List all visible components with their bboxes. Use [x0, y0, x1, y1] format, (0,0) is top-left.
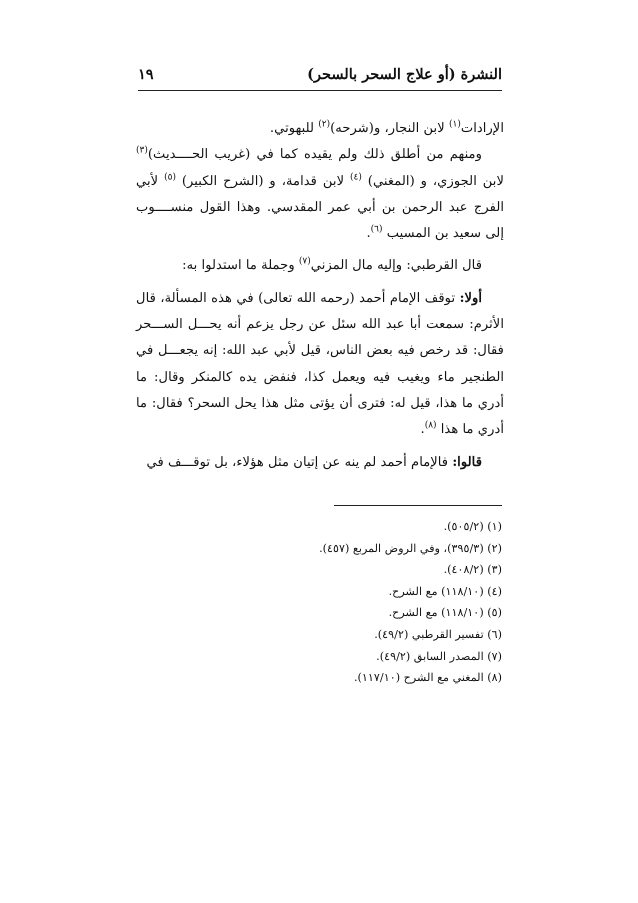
text-run: قال القرطبي: وإليه مال المزني — [310, 258, 482, 274]
page-number: ١٩ — [138, 66, 154, 83]
text-run: توقف الإمام أحمد (رحمه الله تعالى) في هذه المسألة، قال الأثرم: سمعت أبا عبد الله سئل عن رجل يزعم أنه يحـــل الســـحر فقال: قد رخص فيه بعض الناس، قيل لأبي عبد الله: إنه يجعـــل في الطنجير ماء ويغيب فيه ويعمل كذا، فنفض يده كالمنكر وقال: ما أدري ما هذا، قيل له: فترى أن يؤتى مثل هذا يحل السحر؟ فقال: ما أدري ما هذا — [136, 290, 504, 438]
text-run: . — [366, 226, 371, 242]
footnote-ref-5: (٥) — [164, 172, 176, 183]
footnote-ref-1: (١) — [448, 119, 461, 130]
footnote-2: (٢) (٣٩٥/٣)، وفي الروض المربع (٤٥٧). — [319, 541, 502, 555]
section-lead: أولا: — [459, 290, 482, 306]
footnote-5: (٥) (١١٨/١٠) مع الشرح. — [388, 606, 502, 620]
text-run: لابن قدامة، و (الشرح الكبير) — [175, 173, 351, 189]
paragraph-1 — [136, 116, 504, 142]
footnote-ref-8: (٨) — [424, 420, 437, 431]
text-run: لأبي الفرج عبد الرحمن بن أبي عمر المقدسي. وهذا القول منســــوب إلى سعيد بن المسيب — [136, 173, 504, 242]
footnote-1: (١) (٥٠٥/٢). — [443, 520, 502, 533]
footnote-ref-6: (٦) — [370, 224, 383, 235]
text-run: الإرادات — [460, 121, 504, 136]
footnote-ref-4: (٤) — [350, 172, 362, 183]
paragraph-2 — [136, 142, 504, 247]
footnote-6: (٦) تفسير القرطبي (٤٩/٢). — [374, 627, 502, 641]
text-run: ومنهم من أطلق ذلك ولم يقيده كما في (غريب الحــــديث) — [147, 147, 482, 163]
paragraph-5 — [136, 450, 504, 476]
section-lead: قالوا: — [452, 454, 482, 470]
footnote-ref-3: (٣) — [136, 145, 148, 156]
text-run: وجملة ما استدلوا به: — [182, 258, 299, 274]
footnotes — [200, 516, 502, 689]
main-text — [136, 116, 504, 476]
footnote-8: (٨) المغني مع الشرح (١١٧/١٠). — [353, 671, 502, 685]
text-run: فالإمام أحمد لم ينه عن إتيان مثل هؤلاء، بل توقـــف في — [146, 454, 453, 470]
footnote-ref-7: (٧) — [298, 257, 311, 268]
text-run: لابن النجار، و(شرحه) — [330, 121, 449, 136]
header-title: النشرة (أو علاج السحر بالسحر) — [307, 66, 502, 83]
footnote-separator — [334, 505, 502, 506]
running-header — [138, 66, 502, 91]
footnote-ref-2: (٢) — [318, 119, 331, 130]
text-run: . — [420, 422, 425, 438]
text-run: للبهوتي. — [269, 121, 319, 136]
footnote-3: (٣) (٤٠٨/٢). — [443, 563, 502, 577]
footnote-4: (٤) (١١٨/١٠) مع الشرح. — [388, 584, 502, 598]
paragraph-3 — [136, 253, 504, 279]
paragraph-4 — [136, 286, 504, 444]
footnote-7: (٧) المصدر السابق (٤٩/٢). — [376, 649, 502, 663]
text-run: لابن الجوزي، و (المغني) — [361, 173, 504, 189]
